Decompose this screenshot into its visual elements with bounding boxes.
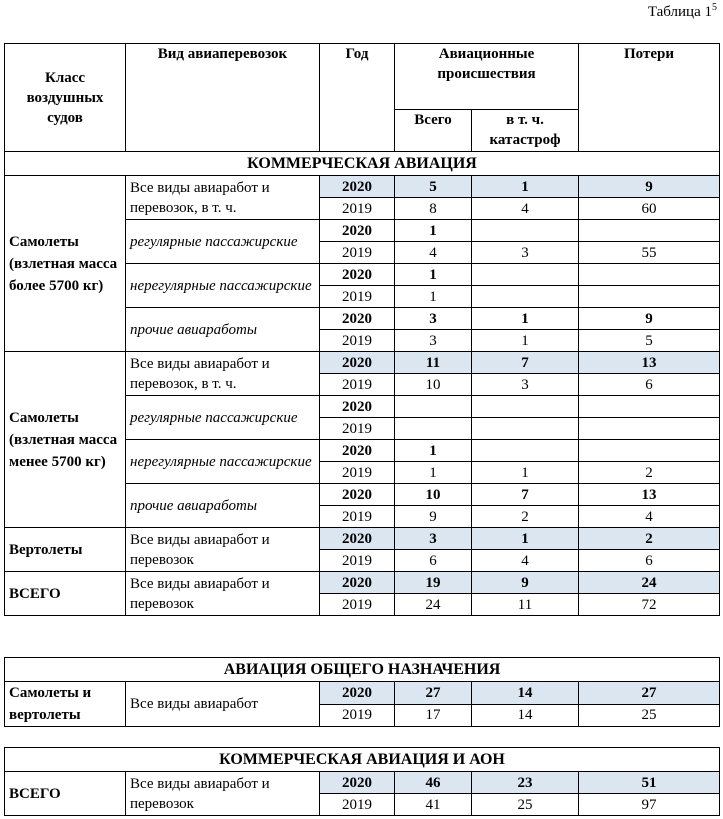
year-cell: 2020 (320, 352, 395, 374)
catastrophes-cell (472, 396, 579, 418)
caption-text: Таблица 1 (647, 4, 712, 20)
catastrophes-cell: 14 (472, 704, 579, 727)
catastrophes-cell: 2 (472, 506, 579, 528)
header-total: Всего (395, 110, 472, 152)
incidents-total-cell: 19 (395, 572, 472, 594)
incidents-total-cell: 3 (395, 528, 472, 550)
catastrophes-cell: 9 (472, 572, 579, 594)
year-cell: 2020 (320, 528, 395, 550)
incidents-total-cell: 3 (395, 330, 472, 352)
header-class: Класс воздушных судов (5, 44, 126, 152)
catastrophes-cell: 23 (472, 772, 579, 794)
operation-kind-cell: прочие авиаработы (126, 308, 320, 352)
year-cell: 2019 (320, 198, 395, 220)
operation-kind-cell: регулярные пассажирские (126, 220, 320, 264)
incidents-total-cell: 1 (395, 440, 472, 462)
year-cell: 2019 (320, 330, 395, 352)
incidents-total-cell: 3 (395, 308, 472, 330)
losses-cell: 24 (579, 572, 720, 594)
catastrophes-cell (472, 418, 579, 440)
year-cell: 2020 (320, 176, 395, 198)
catastrophes-cell (472, 286, 579, 308)
losses-cell: 6 (579, 550, 720, 572)
losses-cell: 13 (579, 352, 720, 374)
catastrophes-cell: 1 (472, 176, 579, 198)
incidents-total-cell: 1 (395, 462, 472, 484)
losses-cell: 6 (579, 374, 720, 396)
catastrophes-cell: 7 (472, 484, 579, 506)
losses-cell (579, 396, 720, 418)
year-cell: 2019 (320, 550, 395, 572)
header-kind: Вид авиаперевозок (126, 44, 320, 152)
catastrophes-cell: 1 (472, 330, 579, 352)
aircraft-class-cell: Самолеты и вертолеты (5, 682, 126, 727)
losses-cell: 97 (579, 794, 720, 816)
operation-kind-cell: Все виды авиаработ (126, 682, 320, 727)
losses-cell (579, 220, 720, 242)
caption-footnote: 5 (712, 2, 717, 13)
incidents-total-cell: 17 (395, 704, 472, 727)
catastrophes-cell: 3 (472, 374, 579, 396)
year-cell: 2020 (320, 772, 395, 794)
section-title-commercial: КОММЕРЧЕСКАЯ АВИАЦИЯ (5, 152, 720, 176)
losses-cell: 2 (579, 528, 720, 550)
losses-cell: 72 (579, 594, 720, 616)
year-cell: 2019 (320, 462, 395, 484)
losses-cell: 27 (579, 682, 720, 705)
losses-cell: 13 (579, 484, 720, 506)
year-cell: 2019 (320, 374, 395, 396)
losses-cell (579, 264, 720, 286)
incidents-total-cell: 1 (395, 220, 472, 242)
header-incidents: Авиационные происшествия (395, 44, 579, 110)
losses-cell (579, 418, 720, 440)
year-cell: 2020 (320, 682, 395, 705)
incidents-total-cell: 46 (395, 772, 472, 794)
header-catastrophes: в т. ч. катастроф (472, 110, 579, 152)
aircraft-class-cell: Самолеты (взлетная масса более 5700 кг) (5, 176, 126, 352)
incidents-total-cell: 6 (395, 550, 472, 572)
table-caption (648, 4, 717, 21)
catastrophes-cell: 4 (472, 550, 579, 572)
incidents-total-cell: 11 (395, 352, 472, 374)
table-row (5, 528, 720, 550)
losses-cell: 9 (579, 308, 720, 330)
losses-cell: 9 (579, 176, 720, 198)
catastrophes-cell: 7 (472, 352, 579, 374)
incidents-total-cell: 24 (395, 594, 472, 616)
incidents-total-cell: 41 (395, 794, 472, 816)
operation-kind-cell: Все виды авиаработ и перевозок (126, 528, 320, 572)
losses-cell: 55 (579, 242, 720, 264)
catastrophes-cell: 1 (472, 528, 579, 550)
commercial-aviation-table (4, 43, 720, 616)
losses-cell (579, 440, 720, 462)
aircraft-class-cell: Вертолеты (5, 528, 126, 572)
year-cell: 2020 (320, 396, 395, 418)
table-row (5, 682, 720, 705)
aircraft-class-cell: ВСЕГО (5, 572, 126, 616)
incidents-total-cell: 1 (395, 264, 472, 286)
losses-cell: 2 (579, 462, 720, 484)
aircraft-class-cell: ВСЕГО (5, 772, 126, 816)
table-row (5, 572, 720, 594)
aircraft-class-cell: Самолеты (взлетная масса менее 5700 кг) (5, 352, 126, 528)
incidents-total-cell: 10 (395, 374, 472, 396)
incidents-total-cell: 9 (395, 506, 472, 528)
incidents-total-cell (395, 418, 472, 440)
operation-kind-cell: Все виды авиаработ и перевозок (126, 572, 320, 616)
table-row (5, 352, 720, 374)
incidents-total-cell: 5 (395, 176, 472, 198)
year-cell: 2019 (320, 506, 395, 528)
catastrophes-cell (472, 220, 579, 242)
incidents-total-cell: 8 (395, 198, 472, 220)
year-cell: 2020 (320, 484, 395, 506)
section-title-combined: КОММЕРЧЕСКАЯ АВИАЦИЯ И АОН (5, 748, 720, 772)
year-cell: 2020 (320, 572, 395, 594)
year-cell: 2019 (320, 418, 395, 440)
year-cell: 2019 (320, 286, 395, 308)
catastrophes-cell: 14 (472, 682, 579, 705)
year-cell: 2020 (320, 308, 395, 330)
year-cell: 2019 (320, 242, 395, 264)
incidents-total-cell: 10 (395, 484, 472, 506)
incidents-total-cell: 1 (395, 286, 472, 308)
catastrophes-cell: 3 (472, 242, 579, 264)
operation-kind-cell: Все виды авиаработ и перевозок, в т. ч. (126, 352, 320, 396)
operation-kind-cell: нерегулярные пассажирские (126, 440, 320, 484)
year-cell: 2020 (320, 220, 395, 242)
operation-kind-cell: прочие авиаработы (126, 484, 320, 528)
incidents-total-cell (395, 396, 472, 418)
losses-cell: 60 (579, 198, 720, 220)
catastrophes-cell: 1 (472, 308, 579, 330)
combined-aviation-table (4, 747, 720, 816)
general-aviation-table (4, 657, 720, 727)
header-year: Год (320, 44, 395, 152)
catastrophes-cell: 1 (472, 462, 579, 484)
losses-cell (579, 286, 720, 308)
year-cell: 2019 (320, 794, 395, 816)
operation-kind-cell: нерегулярные пассажирские (126, 264, 320, 308)
catastrophes-cell (472, 440, 579, 462)
section-title-general: АВИАЦИЯ ОБЩЕГО НАЗНАЧЕНИЯ (5, 658, 720, 682)
catastrophes-cell (472, 264, 579, 286)
catastrophes-cell: 25 (472, 794, 579, 816)
losses-cell: 4 (579, 506, 720, 528)
year-cell: 2019 (320, 594, 395, 616)
year-cell: 2020 (320, 264, 395, 286)
header-losses: Потери (579, 44, 720, 152)
year-cell: 2020 (320, 440, 395, 462)
losses-cell: 25 (579, 704, 720, 727)
losses-cell: 51 (579, 772, 720, 794)
table-row (5, 176, 720, 198)
table-row (5, 772, 720, 794)
operation-kind-cell: Все виды авиаработ и перевозок (126, 772, 320, 816)
operation-kind-cell: регулярные пассажирские (126, 396, 320, 440)
catastrophes-cell: 4 (472, 198, 579, 220)
incidents-total-cell: 27 (395, 682, 472, 705)
losses-cell: 5 (579, 330, 720, 352)
year-cell: 2019 (320, 704, 395, 727)
catastrophes-cell: 11 (472, 594, 579, 616)
incidents-total-cell: 4 (395, 242, 472, 264)
operation-kind-cell: Все виды авиаработ и перевозок, в т. ч. (126, 176, 320, 220)
